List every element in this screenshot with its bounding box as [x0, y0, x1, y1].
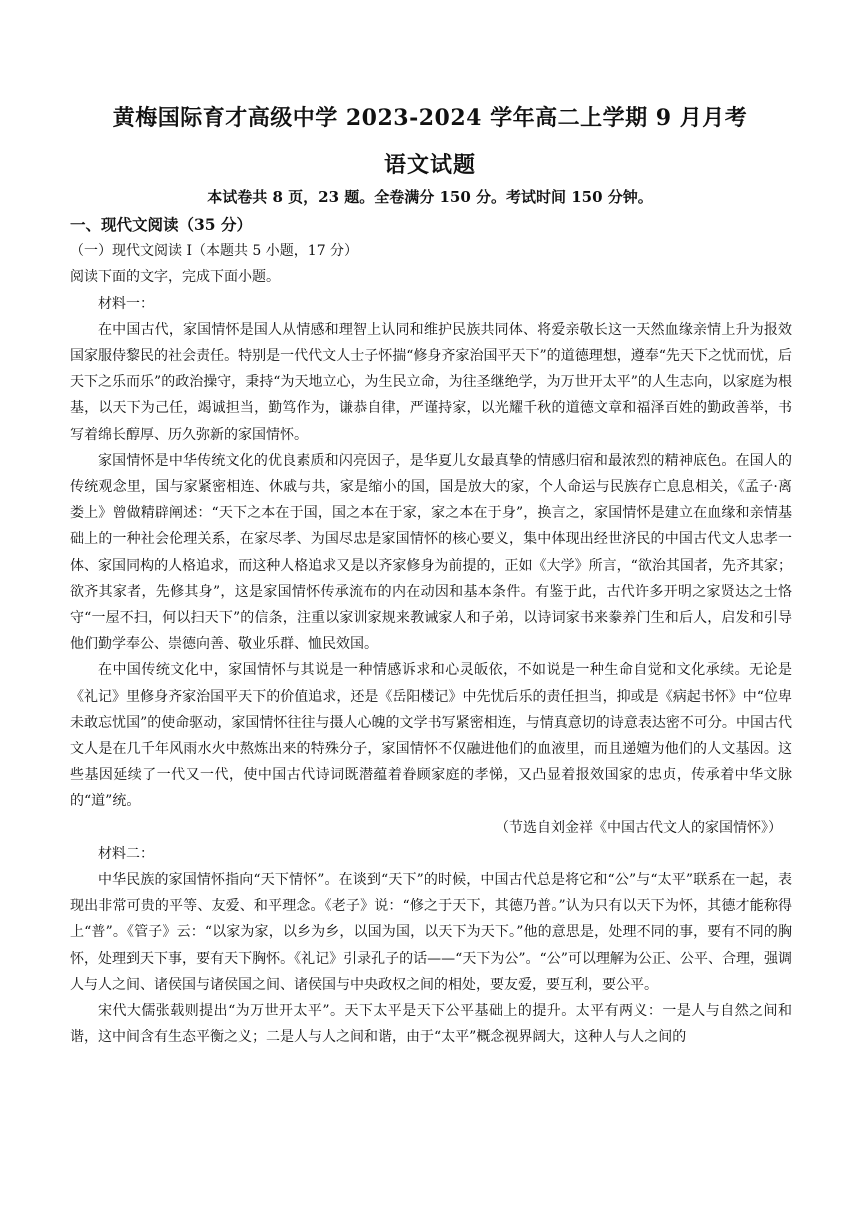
exam-subtitle: 语文试题	[383, 152, 476, 178]
exam-note: 本试卷共 8 页，23 题。全卷满分 150 分。考试时间 150 分钟。	[207, 188, 653, 206]
material-two-paragraph: 中华民族的家国情怀指向“天下情怀”。在谈到“天下”的时候，中国古代总是将它和“公”与“太平”联系在一起，表现出非常可贵的平等、友爱、和平理念。《老子》说：“修之于天下，其德乃普。”认为只有以天下为怀，其德才能称得上“普”。《管子》云：“以家为家，以乡为乡，以国为国，以天下为天下。”他的意思是，处理不同的事，要有不同的胸怀，处理到天下事，要有天下胸怀。《礼记》引录孔子的话——“天下为公”。“公”可以理解为公正、公平、合理，强调人与人之间、诸侯国与诸侯国之间、诸侯国与中央政权之间的相处，要友爱，要互利，要公平。	[70, 872, 792, 993]
exam-content	[70, 212, 792, 1051]
section-heading: 一、现代文阅读（35 分）	[70, 215, 252, 234]
exam-title: 黄梅国际育才高级中学 2023-2024 学年高二上学期 9 月月考	[112, 105, 748, 131]
material-one-paragraph: 在中国古代，家国情怀是国人从情感和理智上认同和维护民族共同体、将爱亲敬长这一天然血缘亲情上升为报效国家服侍黎民的社会责任。特别是一代代文人士子怀揣“修身齐家治国平天下”的道德理想，遵奉“先天下之忧而忧，后天下之乐而乐”的政治操守，秉持“为天地立心，为生民立命，为往圣继绝学，为万世开太平”的人生志向，以家庭为根基，以天下为己任，竭诚担当，勤笃作为，谦恭自律，严谨持家，以光耀千秋的道德文章和福泽百姓的勤政善举，书写着绵长醇厚、历久弥新的家国情怀。	[70, 321, 792, 443]
instruction-text: 阅读下面的文字，完成下面小题。	[70, 269, 280, 286]
material-two-paragraph: 宋代大儒张载则提出“为万世开太平”。天下太平是天下公平基础上的提升。太平有两义：一是人与自然之间和谐，这中间含有生态平衡之义；二是人与人之间和谐，由于“太平”概念视界阔大，这种人与人之间的	[70, 1003, 792, 1046]
material-one-paragraph: 家国情怀是中华传统文化的优良素质和闪亮因子，是华夏儿女最真挚的情感归宿和最浓烈的精神底色。在国人的传统观念里，国与家紧密相连、休戚与共，家是缩小的国，国是放大的家，个人命运与民族存亡息息相关，《孟子·离娄上》曾做精辟阐述：“天下之本在于国，国之本在于家，家之本在于身”，换言之，家国情怀是建立在血缘和亲情基础上的一种社会伦理关系，在家尽孝、为国尽忠是家国情怀的核心要义，集中体现出经世济民的中国古代文人忠孝一体、家国同构的人格追求，而这种人格追求又是以齐家修身为前提的，正如《大学》所言，“欲治其国者，先齐其家；欲齐其家者，先修其身”，这是家国情怀传承流布的内在动因和基本条件。有鉴于此，古代许多开明之家贤达之士恪守“一屋不扫，何以扫天下”的信条，注重以家训家规来教诫家人和子弟，以诗词家书来豢养门生和后人，启发和引导他们勤学奉公、崇德向善、敬业乐群、恤民效国。	[70, 452, 792, 653]
material-one-paragraph: 在中国传统文化中，家国情怀与其说是一种情感诉求和心灵皈依，不如说是一种生命自觉和文化承续。无论是《礼记》里修身齐家治国平天下的价值追求，还是《岳阳楼记》中先忧后乐的责任担当，抑或是《病起书怀》中“位卑未敢忘忧国”的使命驱动，家国情怀往往与摄人心魄的文学书写紧密相连，与情真意切的诗意表达密不可分。中国古代文人是在几千年风雨水火中熬炼出来的特殊分子，家国情怀不仅融进他们的血液里，而且递嬗为他们的人文基因。这些基因延续了一代又一代，使中国古代诗词既潜蕴着眷顾家庭的孝悌，又凸显着报效国家的忠贞，传承着中华文脉的“道”统。	[70, 662, 792, 810]
material-one-label: 材料一：	[98, 295, 154, 312]
material-one-source: （节选自刘金祥《中国古代文人的家国情怀》）	[495, 819, 782, 836]
sub-section-heading: （一）现代文阅读 I（本题共 5 小题，17 分）	[70, 243, 359, 260]
material-two-label: 材料二：	[98, 845, 154, 862]
